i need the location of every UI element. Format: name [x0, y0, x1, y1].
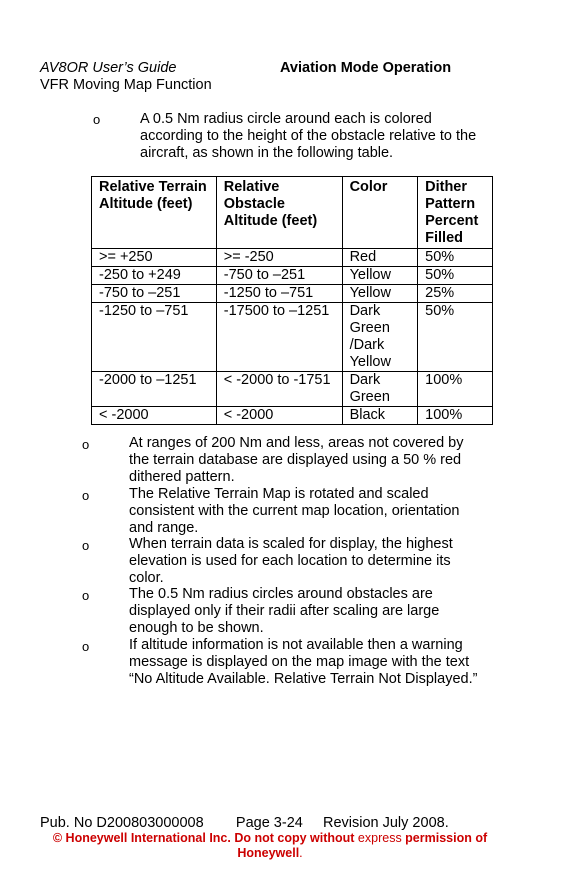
page-number: Page 3-24 [235, 815, 303, 831]
copyright-text: express [354, 831, 406, 845]
table-row [92, 267, 493, 285]
table-cell: Black [342, 407, 418, 425]
bullet-text: At ranges of 200 Nm and less, areas not covered by the terrain database are displayed using a 50 % red dithered pattern. [129, 435, 464, 485]
table-row [92, 372, 493, 407]
bullet-marker: o [82, 437, 90, 452]
table-cell: Dark Green [342, 372, 418, 407]
subsection-title: VFR Moving Map Function [40, 77, 212, 93]
table-cell: -750 to –251 [216, 267, 342, 285]
table-cell: Yellow [342, 285, 418, 303]
copyright-text: © Honeywell International Inc. Do not copy without [52, 831, 355, 845]
revision-date: Revision July 2008. [322, 815, 449, 831]
table-cell: < -2000 [92, 407, 217, 425]
guide-title: AV8OR User’s Guide [40, 60, 177, 76]
table-cell: >= +250 [92, 249, 217, 267]
bullet-text: The Relative Terrain Map is rotated and scaled consistent with the current map location, orientation and range. [129, 486, 460, 536]
column-header: Dither Pattern Percent Filled [418, 177, 493, 249]
table-cell: 100% [418, 372, 493, 407]
table-cell: 50% [418, 267, 493, 285]
table-cell: >= -250 [216, 249, 342, 267]
copyright-notice [40, 831, 500, 861]
column-header: Relative Obstacle Altitude (feet) [216, 177, 342, 249]
section-title: Aviation Mode Operation [280, 60, 452, 76]
bullet-marker: o [82, 588, 90, 603]
copyright-text: . [299, 846, 303, 860]
page-header-left [40, 60, 212, 94]
bullet-marker: o [93, 112, 101, 127]
table-cell: 50% [418, 249, 493, 267]
table-cell: -750 to –251 [92, 285, 217, 303]
table-cell: < -2000 [216, 407, 342, 425]
table-cell: -2000 to –1251 [92, 372, 217, 407]
table-cell: -1250 to –751 [92, 303, 217, 372]
table-cell: 100% [418, 407, 493, 425]
table-cell: -17500 to –1251 [216, 303, 342, 372]
table-cell: 50% [418, 303, 493, 372]
bullet-marker: o [82, 538, 90, 553]
table-row [92, 407, 493, 425]
table-cell: -1250 to –751 [216, 285, 342, 303]
intro-bullet-text: A 0.5 Nm radius circle around each is colored according to the height of the obstacle relative to the aircraft, as shown in the following table. [140, 111, 477, 161]
bullet-marker: o [82, 639, 90, 654]
obstacle-color-table [91, 176, 493, 425]
bullet-text: If altitude information is not available then a warning message is displayed on the map image with the text “No Altitude Available. Relative Terrain Not Displayed.” [129, 637, 478, 687]
column-header: Relative Terrain Altitude (feet) [92, 177, 217, 249]
table-cell: Dark Green /Dark Yellow [342, 303, 418, 372]
bullet-text: When terrain data is scaled for display, the highest elevation is used for each location to determine its color. [129, 536, 453, 586]
footer-publication-line [40, 815, 449, 832]
bullet-text: The 0.5 Nm radius circles around obstacles are displayed only if their radii after scaling are large enough to be shown. [129, 586, 440, 636]
table-cell: Red [342, 249, 418, 267]
table-cell: -250 to +249 [92, 267, 217, 285]
table-row [92, 303, 493, 372]
table-row [92, 249, 493, 267]
copyright-text: permission of Honeywell [237, 831, 488, 860]
table-cell: < -2000 to -1751 [216, 372, 342, 407]
publication-number: Pub. No D200803000008 [40, 815, 204, 831]
table-cell: Yellow [342, 267, 418, 285]
column-header: Color [342, 177, 418, 249]
bullet-marker: o [82, 488, 90, 503]
table-cell: 25% [418, 285, 493, 303]
table-row [92, 285, 493, 303]
table-header-row [92, 177, 493, 249]
